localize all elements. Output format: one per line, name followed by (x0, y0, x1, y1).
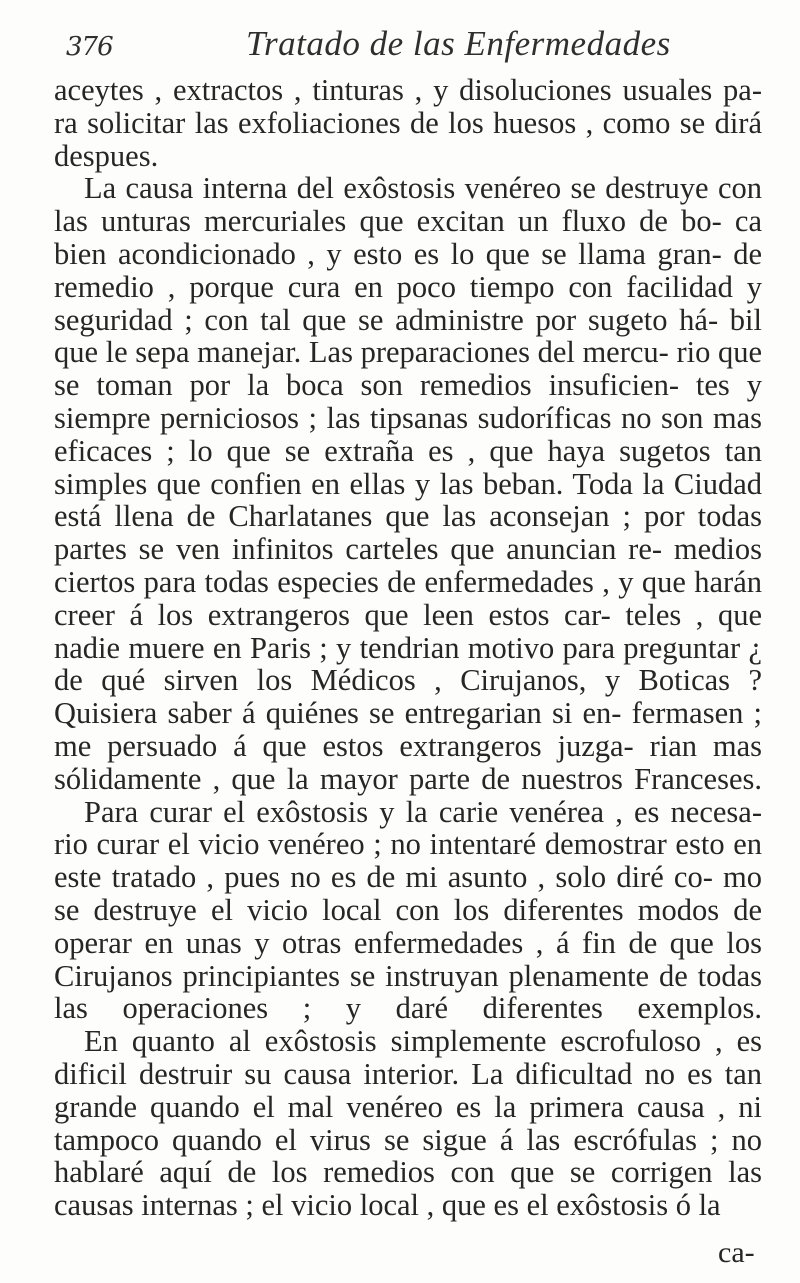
page-number: 376 (66, 32, 113, 62)
catchword: ca- (718, 1236, 755, 1269)
running-head (0, 20, 800, 70)
body-text (54, 74, 762, 1222)
running-title: Tratado de las Enfermedades (246, 24, 671, 63)
paragraph-internal-cause: La causa interna del exôstosis venéreo se destruye con las unturas mercuriales que excitan un fluxo de bo- ca bien acondicionado , y esto es lo que se llama gran- de remedio , porque cura en poco tiempo con facilidad y seguridad ; con tal que se administre por sugeto há- bil que le sepa manejar. Las preparaciones del mercu- rio que se toman por la boca son remedios insuficien- tes y siempre perniciosos ; las tipsanas sudoríficas no son mas eficaces ; lo que se extraña es , que haya sugetos tan simples que confien en ellas y las beban. Toda la Ciudad está llena de Charlatanes que las aconsejan ; por todas partes se ven infinitos carteles que anuncian re- medios ciertos para todas especies de enfermedades , y que harán creer á los extrangeros que leen estos car- teles , que nadie muere en Paris ; y tendrian motivo para preguntar ¿ de qué sirven los Médicos , Cirujanos, y Boticas ? Quisiera saber á quiénes se entregarian si en- fermasen ; me persuado á que estos extrangeros juzga- rian mas sólidamente , que la mayor parte de nuestros Franceses. (54, 171, 762, 796)
paragraph-scrofulous-exostosis: En quanto al exôstosis simplemente escrofuloso , es dificil destruir su causa interior. La dificultad no es tan grande quando el mal venéreo es la primera causa , ni tampoco quando el virus se sigue á las escrófulas ; no hablaré aquí de los remedios con que se corrigen las causas internas ; el vicio local , que es el exôstosis ó la (54, 1024, 762, 1223)
paragraph-cure-caries: Para curar el exôstosis y la carie venérea , es necesa- rio curar el vicio venéreo ; no intentaré demostrar esto en este tratado , pues no es de mi asunto , solo diré co- mo se destruye el vicio local con los diferentes modos de operar en unas y otras enfermedades , á fin de que los Cirujanos principiantes se instruyan plenamente de todas las operaciones ; y daré diferentes exemplos. (54, 794, 762, 1026)
paragraph-continuation: aceytes , extractos , tinturas , y disoluciones usuales pa- ra solicitar las exfoliaciones de los huesos , como se dirá despues. (54, 73, 762, 173)
